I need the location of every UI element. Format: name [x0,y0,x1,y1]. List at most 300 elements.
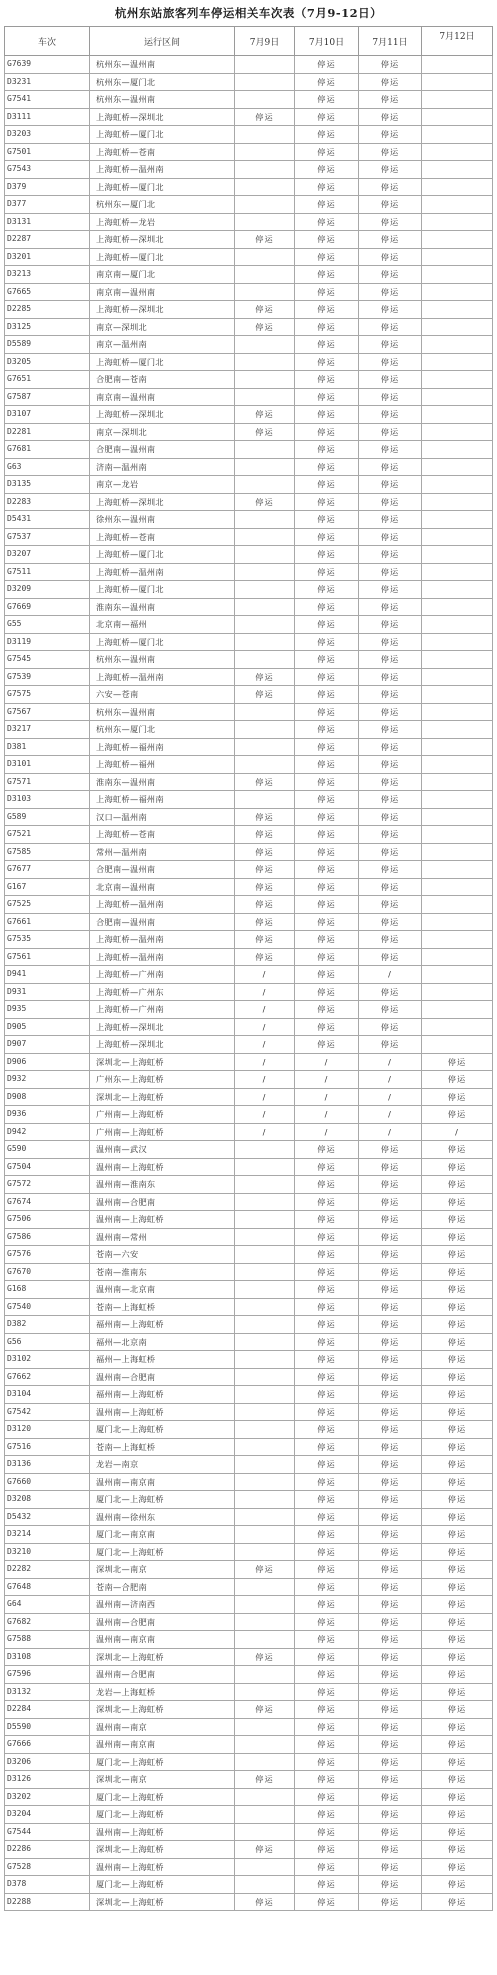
status-jul10: 停运 [295,528,359,546]
table-row [5,966,493,984]
status-jul12: 停运 [422,1543,493,1561]
status-jul9: 停运 [235,423,295,441]
status-jul11: 停运 [359,721,422,739]
status-jul9: / [235,1106,295,1124]
route: 温州南—淮南东 [90,1176,235,1194]
status-jul9 [235,1263,295,1281]
train-number: G7585 [5,843,90,861]
status-jul12 [422,476,493,494]
table-row [5,266,493,284]
status-jul11: 停运 [359,1613,422,1631]
table-row [5,1456,493,1474]
table-row [5,441,493,459]
status-jul9 [235,1753,295,1771]
status-jul10: 停运 [295,1368,359,1386]
status-jul11: / [359,1071,422,1089]
status-jul9: 停运 [235,861,295,879]
status-jul11: 停运 [359,423,422,441]
route: 温州南—常州 [90,1228,235,1246]
table-row [5,1246,493,1264]
status-jul10: 停运 [295,1736,359,1754]
status-jul10: 停运 [295,878,359,896]
train-number: D3119 [5,633,90,651]
route: 温州南—南京南 [90,1473,235,1491]
status-jul10: 停运 [295,1281,359,1299]
train-number: D2282 [5,1561,90,1579]
status-jul11: 停运 [359,826,422,844]
train-number: D932 [5,1071,90,1089]
status-jul11: / [359,1123,422,1141]
status-jul12 [422,913,493,931]
table-row [5,248,493,266]
table-row [5,1071,493,1089]
status-jul9: 停运 [235,1648,295,1666]
status-jul9 [235,1788,295,1806]
status-jul9: 停运 [235,231,295,249]
train-number: G7651 [5,371,90,389]
status-jul11: 停运 [359,126,422,144]
train-number: D3231 [5,73,90,91]
status-jul11: 停运 [359,248,422,266]
status-jul9 [235,143,295,161]
status-jul10: 停运 [295,966,359,984]
table-row [5,1106,493,1124]
train-number: D3104 [5,1386,90,1404]
status-jul11: 停运 [359,1473,422,1491]
status-jul12: 停运 [422,1333,493,1351]
status-jul12 [422,178,493,196]
status-jul9: 停运 [235,931,295,949]
route: 温州南—上海虹桥 [90,1858,235,1876]
status-jul10: 停运 [295,616,359,634]
status-jul10: 停运 [295,266,359,284]
train-number: D941 [5,966,90,984]
train-number: G7539 [5,668,90,686]
status-jul12: 停运 [422,1526,493,1544]
train-number: D3207 [5,546,90,564]
status-jul10: 停运 [295,1036,359,1054]
train-number: D942 [5,1123,90,1141]
status-jul10: / [295,1053,359,1071]
train-number: D2286 [5,1841,90,1859]
route: 合肥南—温州南 [90,441,235,459]
status-jul9 [235,1316,295,1334]
status-jul9 [235,336,295,354]
table-row [5,231,493,249]
train-number: G7576 [5,1246,90,1264]
status-jul12 [422,668,493,686]
status-jul11: 停运 [359,616,422,634]
status-jul10: 停运 [295,1141,359,1159]
table-row [5,1176,493,1194]
status-jul11: 停运 [359,336,422,354]
table-row [5,738,493,756]
status-jul9 [235,1351,295,1369]
table-row [5,1473,493,1491]
status-jul12 [422,861,493,879]
status-jul9: 停运 [235,668,295,686]
status-jul10: 停运 [295,143,359,161]
status-jul12 [422,651,493,669]
status-jul12 [422,703,493,721]
status-jul9 [235,266,295,284]
status-jul12: 停运 [422,1876,493,1894]
status-jul12 [422,196,493,214]
table-row [5,1736,493,1754]
train-number: G7501 [5,143,90,161]
status-jul10: 停运 [295,1456,359,1474]
status-jul11: 停运 [359,318,422,336]
status-jul10: 停运 [295,213,359,231]
route: 广州南—上海虹桥 [90,1106,235,1124]
status-jul9 [235,1806,295,1824]
status-jul9 [235,1298,295,1316]
route: 广州南—上海虹桥 [90,1123,235,1141]
table-row [5,826,493,844]
status-jul9: / [235,1018,295,1036]
route: 苍南—上海虹桥 [90,1298,235,1316]
status-jul11: 停运 [359,1176,422,1194]
status-jul11: 停运 [359,1841,422,1859]
status-jul10: 停运 [295,1543,359,1561]
status-jul11: 停运 [359,1491,422,1509]
table-row [5,1316,493,1334]
table-row [5,703,493,721]
train-number: G56 [5,1333,90,1351]
status-jul10: 停运 [295,791,359,809]
status-jul10: 停运 [295,686,359,704]
status-jul11: 停运 [359,668,422,686]
train-number: D3204 [5,1806,90,1824]
status-jul11: 停运 [359,1876,422,1894]
status-jul12: 停运 [422,1053,493,1071]
status-jul9 [235,388,295,406]
train-number: D2281 [5,423,90,441]
status-jul9 [235,1491,295,1509]
status-jul10: 停运 [295,633,359,651]
status-jul12: 停运 [422,1438,493,1456]
route: 上海虹桥—厦门北 [90,633,235,651]
status-jul11: 停运 [359,1543,422,1561]
status-jul10: / [295,1106,359,1124]
status-jul11: 停运 [359,1666,422,1684]
status-jul9 [235,1683,295,1701]
route: 温州南—合肥南 [90,1613,235,1631]
table-row [5,616,493,634]
table-row [5,1141,493,1159]
status-jul11: 停运 [359,1211,422,1229]
status-jul12 [422,213,493,231]
status-jul9 [235,1403,295,1421]
status-jul12: 停运 [422,1211,493,1229]
train-number: G7542 [5,1403,90,1421]
table-row [5,983,493,1001]
train-number: D3206 [5,1753,90,1771]
route: 温州南—上海虹桥 [90,1403,235,1421]
table-row [5,913,493,931]
table-body [5,56,493,1911]
status-jul12: 停运 [422,1403,493,1421]
status-jul10: 停运 [295,581,359,599]
status-jul9 [235,73,295,91]
status-jul10: 停运 [295,1701,359,1719]
route: 深圳北—上海虹桥 [90,1648,235,1666]
status-jul10: 停运 [295,1228,359,1246]
route: 厦门北—上海虹桥 [90,1876,235,1894]
status-jul11: 停运 [359,1456,422,1474]
status-jul11: 停运 [359,843,422,861]
status-jul10: 停运 [295,511,359,529]
status-jul9: 停运 [235,1771,295,1789]
status-jul10: 停运 [295,1526,359,1544]
table-row [5,1018,493,1036]
status-jul10: 停运 [295,1158,359,1176]
train-number: G7516 [5,1438,90,1456]
status-jul9 [235,196,295,214]
train-number: G7681 [5,441,90,459]
table-row [5,318,493,336]
status-jul11: 停运 [359,231,422,249]
status-jul12: 停运 [422,1841,493,1859]
train-number: G7665 [5,283,90,301]
status-jul11: 停运 [359,476,422,494]
header-jul11: 7月11日 [359,27,422,56]
status-jul12 [422,546,493,564]
route: 龙岩—上海虹桥 [90,1683,235,1701]
train-number: D935 [5,1001,90,1019]
status-jul10: 停运 [295,1823,359,1841]
status-jul10: 停运 [295,1018,359,1036]
status-jul10: 停运 [295,406,359,424]
status-jul10: 停运 [295,458,359,476]
status-jul10: 停运 [295,913,359,931]
status-jul12: 停运 [422,1806,493,1824]
status-jul12: 停运 [422,1771,493,1789]
route: 杭州东—温州南 [90,703,235,721]
train-number: D3213 [5,266,90,284]
train-number: G167 [5,878,90,896]
status-jul10: 停运 [295,808,359,826]
status-jul12: 停运 [422,1613,493,1631]
status-jul11: 停运 [359,1771,422,1789]
status-jul11: 停运 [359,1788,422,1806]
status-jul10: 停运 [295,861,359,879]
status-jul10: 停运 [295,336,359,354]
train-number: G7674 [5,1193,90,1211]
status-jul12 [422,633,493,651]
status-jul11: 停运 [359,1701,422,1719]
train-number: G64 [5,1596,90,1614]
status-jul12 [422,423,493,441]
route: 厦门北—上海虹桥 [90,1543,235,1561]
table-header-row [5,27,493,56]
route: 杭州东—温州南 [90,56,235,74]
route: 六安—苍南 [90,686,235,704]
status-jul10: 停运 [295,721,359,739]
route: 杭州东—温州南 [90,91,235,109]
status-jul9: 停运 [235,1561,295,1579]
train-number: D2285 [5,301,90,319]
route: 南京—深圳北 [90,318,235,336]
status-jul12: 停运 [422,1666,493,1684]
table-row [5,108,493,126]
status-jul11: 停运 [359,581,422,599]
status-jul11: 停运 [359,1228,422,1246]
train-number: G55 [5,616,90,634]
status-jul11: 停运 [359,143,422,161]
status-jul11: 停运 [359,353,422,371]
status-jul10: 停运 [295,388,359,406]
status-jul10: 停运 [295,1298,359,1316]
status-jul11: 停运 [359,738,422,756]
status-jul10: 停运 [295,1596,359,1614]
status-jul12: 停运 [422,1893,493,1911]
status-jul9 [235,248,295,266]
status-jul10: 停运 [295,756,359,774]
status-jul9 [235,1823,295,1841]
route: 深圳北—上海虹桥 [90,1701,235,1719]
status-jul11: 停运 [359,196,422,214]
train-number: G7571 [5,773,90,791]
route: 合肥南—温州南 [90,861,235,879]
train-number: G7587 [5,388,90,406]
table-row [5,1753,493,1771]
status-jul9 [235,1333,295,1351]
status-jul10: 停运 [295,1578,359,1596]
table-row [5,1841,493,1859]
status-jul11: / [359,1053,422,1071]
status-jul11: 停运 [359,1718,422,1736]
status-jul9 [235,1613,295,1631]
table-row [5,1281,493,1299]
status-jul10: / [295,1071,359,1089]
status-jul12 [422,773,493,791]
status-jul9 [235,616,295,634]
table-row [5,406,493,424]
train-number: G7662 [5,1368,90,1386]
status-jul12 [422,283,493,301]
status-jul9 [235,1438,295,1456]
table-row [5,528,493,546]
status-jul11: 停运 [359,108,422,126]
table-row [5,1648,493,1666]
status-jul12: 停运 [422,1246,493,1264]
train-number: G7525 [5,896,90,914]
status-jul12: 停运 [422,1701,493,1719]
status-jul11: 停运 [359,1263,422,1281]
status-jul12: 停运 [422,1508,493,1526]
status-jul11: 停运 [359,406,422,424]
train-number: D5590 [5,1718,90,1736]
status-jul9 [235,1246,295,1264]
route: 上海虹桥—福州 [90,756,235,774]
status-jul10: 停运 [295,1841,359,1859]
status-jul11: 停运 [359,1018,422,1036]
table-row [5,1666,493,1684]
status-jul9: 停运 [235,406,295,424]
status-jul9 [235,721,295,739]
status-jul12: 停运 [422,1823,493,1841]
train-number: D3108 [5,1648,90,1666]
route: 上海虹桥—苍南 [90,528,235,546]
status-jul12 [422,791,493,809]
table-row [5,931,493,949]
route: 南京南—温州南 [90,283,235,301]
status-jul10: 停运 [295,826,359,844]
status-jul9: / [235,1053,295,1071]
status-jul10: 停运 [295,1753,359,1771]
status-jul9 [235,476,295,494]
train-number: G7677 [5,861,90,879]
status-jul12: 停运 [422,1281,493,1299]
table-row [5,1508,493,1526]
route: 温州南—合肥南 [90,1368,235,1386]
status-jul11: / [359,1106,422,1124]
train-number: D3205 [5,353,90,371]
train-number: D3107 [5,406,90,424]
table-row [5,1491,493,1509]
train-number: G7666 [5,1736,90,1754]
table-row [5,791,493,809]
train-number: D2283 [5,493,90,511]
status-jul9 [235,371,295,389]
table-row [5,91,493,109]
status-jul10: 停运 [295,353,359,371]
train-number: G7588 [5,1631,90,1649]
route: 上海虹桥—深圳北 [90,1018,235,1036]
status-jul12: 停运 [422,1316,493,1334]
status-jul9 [235,1578,295,1596]
table-row [5,56,493,74]
table-row [5,563,493,581]
status-jul9: 停运 [235,318,295,336]
status-jul10: / [295,1123,359,1141]
status-jul11: 停运 [359,1403,422,1421]
train-number: G7544 [5,1823,90,1841]
status-jul10: 停运 [295,493,359,511]
route: 上海虹桥—龙岩 [90,213,235,231]
status-jul10: 停运 [295,1876,359,1894]
status-jul11: 停运 [359,1526,422,1544]
table-row [5,686,493,704]
route: 广州东—上海虹桥 [90,1071,235,1089]
route: 上海虹桥—温州南 [90,896,235,914]
table-row [5,336,493,354]
header-route: 运行区间 [90,27,235,56]
status-jul12: 停运 [422,1071,493,1089]
train-number: D905 [5,1018,90,1036]
table-row [5,948,493,966]
train-number: G7528 [5,1858,90,1876]
table-row [5,1526,493,1544]
status-jul11: 停运 [359,1893,422,1911]
table-row [5,423,493,441]
route: 南京—龙岩 [90,476,235,494]
train-number: D5432 [5,1508,90,1526]
table-row [5,1823,493,1841]
train-number: D3209 [5,581,90,599]
train-number: G7511 [5,563,90,581]
status-jul10: 停运 [295,931,359,949]
status-jul12: 停运 [422,1858,493,1876]
status-jul9: 停运 [235,1701,295,1719]
status-jul9: 停运 [235,826,295,844]
status-jul9 [235,1141,295,1159]
status-jul12 [422,826,493,844]
route: 上海虹桥—厦门北 [90,178,235,196]
route: 北京南—福州 [90,616,235,634]
route: 温州南—上海虹桥 [90,1211,235,1229]
